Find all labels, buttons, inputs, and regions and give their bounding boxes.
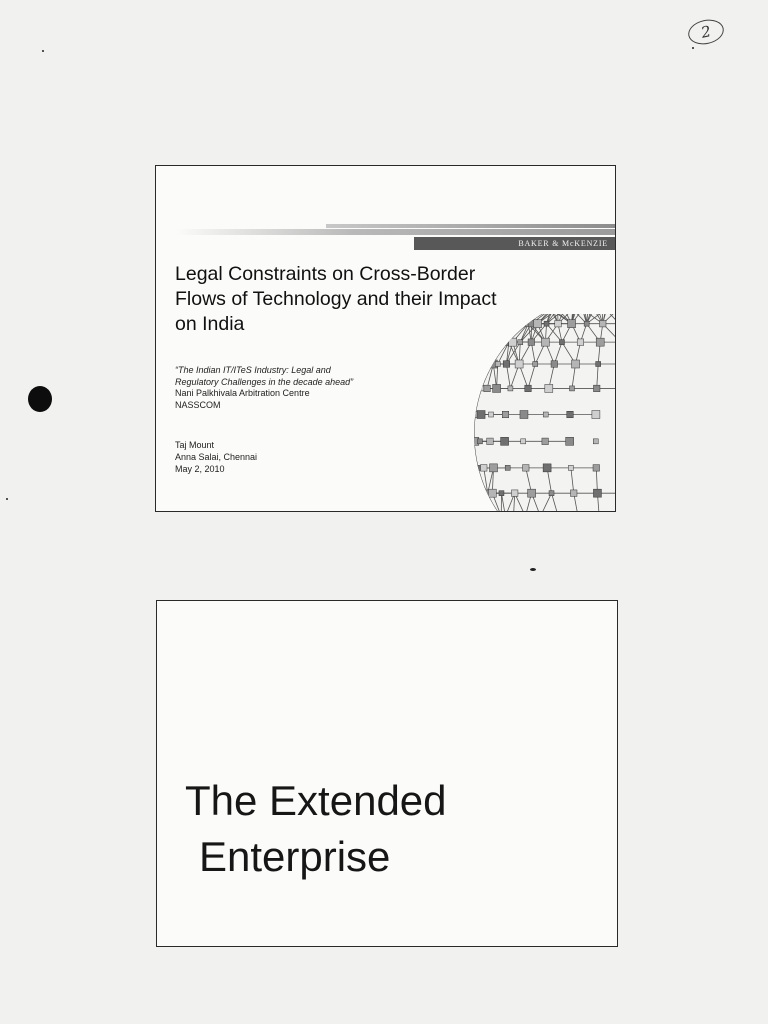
globe-lattice-part xyxy=(544,321,549,326)
geodesic-globe-graphic xyxy=(464,314,616,511)
header-shade xyxy=(176,229,616,235)
globe-lattice-part xyxy=(489,412,494,417)
scan-speck xyxy=(6,498,8,500)
slide-title-line: Flows of Technology and their Impact xyxy=(175,288,497,310)
globe-lattice-part xyxy=(599,320,606,327)
globe-lattice-part xyxy=(593,385,600,392)
globe-lattice-part xyxy=(568,320,576,328)
globe-lattice-part xyxy=(572,360,580,368)
section-title xyxy=(185,773,605,885)
globe-lattice-part xyxy=(615,320,616,328)
globe-lattice-part xyxy=(505,465,510,470)
globe-lattice-part xyxy=(533,362,538,367)
globe-lattice-part xyxy=(499,491,504,496)
globe-lattice-part xyxy=(584,321,589,326)
organizer-line: Nani Palkhivala Arbitration Centre xyxy=(175,388,310,398)
scan-speck xyxy=(42,50,44,52)
globe-lattice-part xyxy=(523,465,530,472)
globe-lattice-part xyxy=(487,438,494,445)
globe-lattice-part xyxy=(515,360,523,368)
globe-lattice-part xyxy=(567,411,574,418)
globe-lattice-part xyxy=(549,491,554,496)
globe-lattice-part xyxy=(555,320,562,327)
punch-hole xyxy=(28,386,52,412)
globe-lattice-part xyxy=(559,340,564,345)
brand-bar: BAKER & McKENZIE xyxy=(414,237,616,250)
event-description xyxy=(175,365,415,411)
section-title-line: Enterprise xyxy=(199,833,391,880)
globe-lattice-part xyxy=(566,437,574,445)
globe-lattice-part xyxy=(503,361,510,368)
globe-lattice-part xyxy=(502,411,509,418)
slide-title-line: Legal Constraints on Cross-Border xyxy=(175,263,476,285)
globe-lattice-part xyxy=(593,439,598,444)
globe-lattice-part xyxy=(477,439,482,444)
globe-lattice-part xyxy=(596,338,604,346)
globe-lattice-part xyxy=(534,320,542,328)
globe-lattice-part xyxy=(495,362,500,367)
globe-lattice-part xyxy=(525,385,532,392)
globe-lattice-part xyxy=(521,439,526,444)
globe-lattice-part xyxy=(543,464,551,472)
slide-section-title xyxy=(156,600,618,947)
event-name-line: “The Indian IT/ITeS Industry: Legal and xyxy=(175,365,331,375)
globe-lattice-part xyxy=(545,384,553,392)
globe-lattice-part xyxy=(568,465,573,470)
globe-lattice-part xyxy=(508,386,513,391)
section-title-line: The Extended xyxy=(185,777,447,824)
slide-title-card xyxy=(155,165,616,512)
globe-lattice-part xyxy=(569,386,574,391)
header-rule xyxy=(326,224,616,228)
globe-lattice-part xyxy=(592,411,600,419)
venue-details xyxy=(175,439,257,475)
globe-lattice-part xyxy=(511,490,518,497)
globe-lattice-part xyxy=(593,489,601,497)
globe-lattice-part xyxy=(493,384,501,392)
globe-lattice-part xyxy=(528,339,535,346)
globe-lattice-part xyxy=(490,464,498,472)
scan-speck xyxy=(692,47,694,49)
globe-lattice xyxy=(471,314,616,511)
scan-speck xyxy=(530,568,536,571)
venue-line: Anna Salai, Chennai xyxy=(175,452,258,462)
globe-lattice-part xyxy=(477,411,485,419)
globe-lattice-part xyxy=(484,385,491,392)
globe-lattice-part xyxy=(509,338,517,346)
event-date: May 2, 2010 xyxy=(175,464,225,474)
globe-lattice-part xyxy=(543,412,548,417)
slide-title-line: on India xyxy=(175,313,245,335)
globe-lattice-part xyxy=(593,465,600,472)
globe-lattice-part xyxy=(501,437,509,445)
globe-lattice-part xyxy=(541,338,549,346)
globe-lattice-part xyxy=(551,361,558,368)
globe-lattice-part xyxy=(520,411,528,419)
globe-lattice-part xyxy=(577,339,584,346)
event-name-line: Regulatory Challenges in the decade ahead” xyxy=(175,376,354,387)
page-number-mark: 2 xyxy=(686,17,726,48)
globe-lattice-part xyxy=(528,489,536,497)
globe-lattice-part xyxy=(481,465,488,472)
globe-lattice-part xyxy=(542,438,549,445)
globe-lattice-part xyxy=(488,489,496,497)
venue-line: Taj Mount xyxy=(175,440,215,450)
globe-lattice-part xyxy=(596,362,601,367)
globe-lattice-part xyxy=(570,490,577,497)
organizer-line: NASSCOM xyxy=(175,399,221,410)
globe-lattice-part xyxy=(518,340,523,345)
